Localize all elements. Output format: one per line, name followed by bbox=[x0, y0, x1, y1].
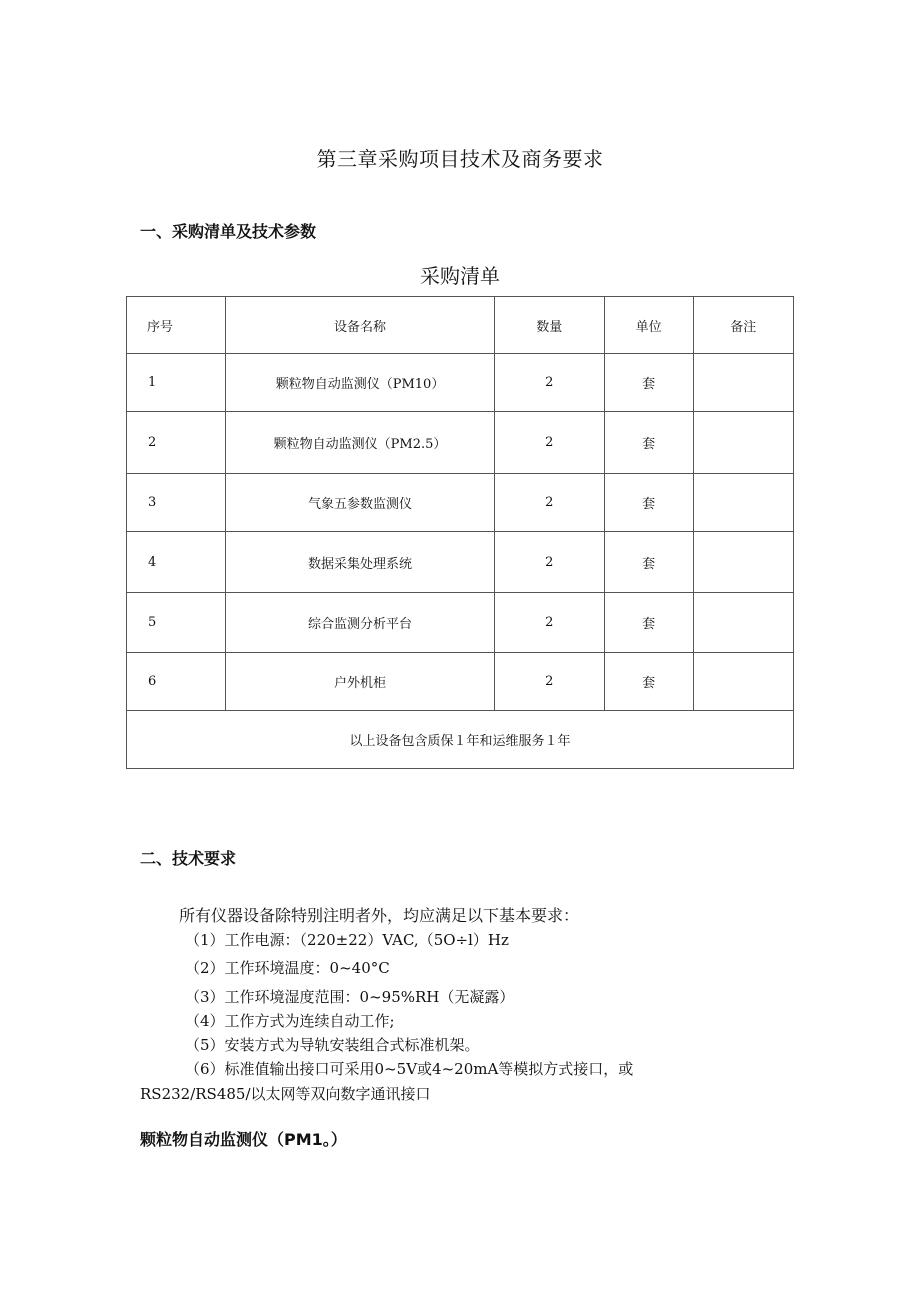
row-name: 户外机柜 bbox=[226, 653, 495, 711]
requirement-item: （2）工作环境温度：0~40°C bbox=[185, 959, 390, 977]
row-note bbox=[693, 593, 793, 653]
table-row bbox=[127, 354, 794, 412]
table-row bbox=[127, 653, 794, 711]
row-unit: 套 bbox=[604, 412, 693, 474]
row-no: 2 bbox=[127, 412, 226, 474]
row-unit: 套 bbox=[604, 593, 693, 653]
row-note bbox=[693, 653, 793, 711]
chapter-title: 第三章采购项目技术及商务要求 bbox=[316, 147, 604, 171]
table-row bbox=[127, 532, 794, 593]
row-qty: 2 bbox=[494, 412, 604, 474]
section-heading-procurement: 一、采购清单及技术参数 bbox=[140, 222, 317, 241]
requirement-item: （3）工作环境湿度范围：0~95%RH（无凝露） bbox=[185, 988, 515, 1006]
row-name: 颗粒物自动监测仪（PM10） bbox=[226, 354, 495, 412]
row-unit: 套 bbox=[604, 653, 693, 711]
row-note bbox=[693, 412, 793, 474]
row-no: 5 bbox=[127, 593, 226, 653]
table-row bbox=[127, 412, 794, 474]
table-title: 采购清单 bbox=[420, 264, 500, 288]
row-unit: 套 bbox=[604, 532, 693, 593]
requirement-item: （5）安装方式为导轨安装组合式标准机架。 bbox=[185, 1036, 480, 1054]
row-note bbox=[693, 474, 793, 532]
header-qty: 数量 bbox=[494, 297, 604, 354]
table-footer-note: 以上设备包含质保１年和运维服务１年 bbox=[127, 711, 794, 769]
header-note: 备注 bbox=[693, 297, 793, 354]
row-name: 数据采集处理系统 bbox=[226, 532, 495, 593]
row-no: 6 bbox=[127, 653, 226, 711]
row-note bbox=[693, 532, 793, 593]
row-qty: 2 bbox=[494, 653, 604, 711]
row-qty: 2 bbox=[494, 354, 604, 412]
requirement-item: （4）工作方式为连续自动工作; bbox=[185, 1012, 395, 1030]
row-qty: 2 bbox=[494, 532, 604, 593]
table-header-row bbox=[127, 297, 794, 354]
header-unit: 单位 bbox=[604, 297, 693, 354]
section-heading-technical: 二、技术要求 bbox=[140, 849, 237, 868]
subsection-heading-pm1: 颗粒物自动监测仪（PM1。） bbox=[140, 1130, 347, 1149]
row-no: 1 bbox=[127, 354, 226, 412]
row-qty: 2 bbox=[494, 474, 604, 532]
table-footer-row bbox=[127, 711, 794, 769]
row-name: 气象五参数监测仪 bbox=[226, 474, 495, 532]
row-name: 颗粒物自动监测仪（PM2.5） bbox=[226, 412, 495, 474]
requirements-intro: 所有仪器设备除特别注明者外，均应满足以下基本要求： bbox=[179, 906, 580, 925]
row-no: 3 bbox=[127, 474, 226, 532]
header-name: 设备名称 bbox=[226, 297, 495, 354]
row-note bbox=[693, 354, 793, 412]
table-row bbox=[127, 474, 794, 532]
row-name: 综合监测分析平台 bbox=[226, 593, 495, 653]
procurement-table bbox=[126, 296, 794, 769]
requirement-item: （6）标准值输出接口可采用0~5V或4~20mA等模拟方式接口，或 bbox=[185, 1060, 634, 1078]
header-no: 序号 bbox=[127, 297, 226, 354]
table-row bbox=[127, 593, 794, 653]
requirement-item: （1）工作电源：（220±22）VAC,（5O÷l）Hz bbox=[185, 931, 509, 949]
row-unit: 套 bbox=[604, 474, 693, 532]
requirement-item-continuation: RS232/RS485/以太网等双向数字通讯接口 bbox=[140, 1085, 431, 1103]
row-qty: 2 bbox=[494, 593, 604, 653]
row-no: 4 bbox=[127, 532, 226, 593]
row-unit: 套 bbox=[604, 354, 693, 412]
